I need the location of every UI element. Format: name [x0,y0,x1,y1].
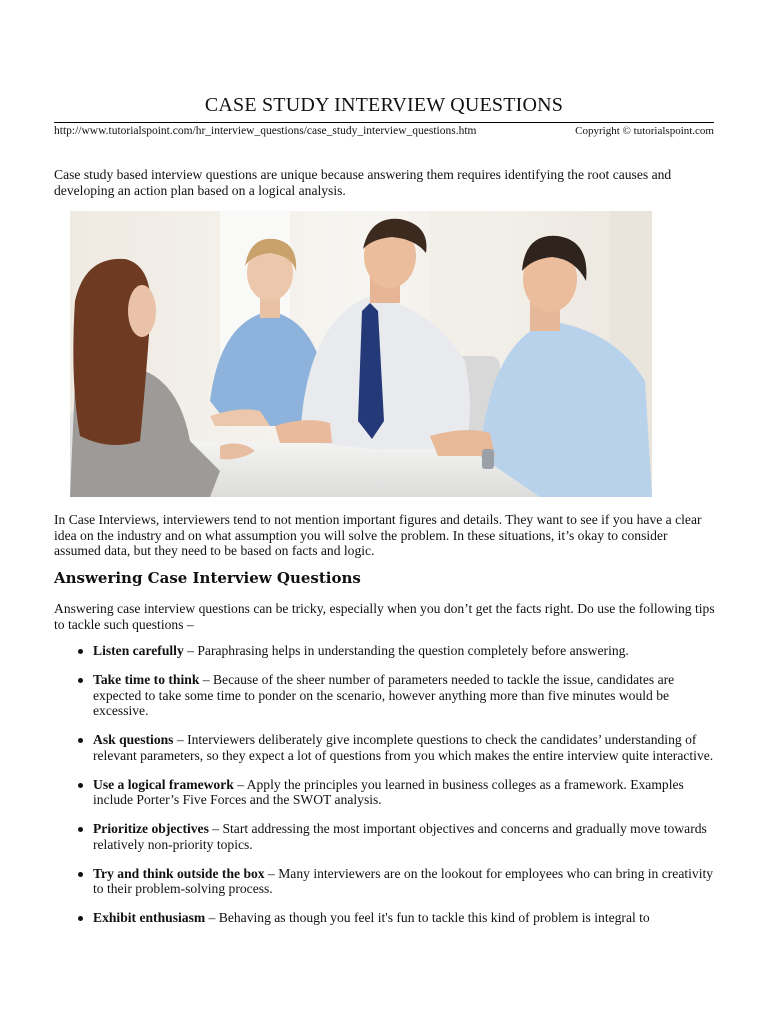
bullet-icon [78,827,83,832]
list-item [78,732,718,763]
bullet-icon [78,916,83,921]
section-heading: Answering Case Interview Questions [54,569,361,587]
bullet-icon [78,738,83,743]
list-item [78,821,718,852]
tip-text: – Many interviewers are on the lookout for employees who can bring in creativity to their problem-solving process. [93,865,714,897]
bullet-icon [78,872,83,877]
tip-text: – Because of the sheer number of parameters needed to tackle the issue, candidates are expected to take some time to ponder on the scenario, however anything more than five minutes would be excessive. [93,671,675,719]
interview-photo [70,211,652,497]
section-lead-paragraph: Answering case interview questions can be tricky, especially when you don’t get the facts right. Do use the following tips to tackle such questions – [54,601,715,632]
tip-text: – Apply the principles you learned in business colleges as a framework. Examples include Porter’s Five Forces and the SWOT analysis. [93,776,684,808]
tip-text: – Paraphrasing helps in understanding the question completely before answering. [183,643,629,658]
tip-term: Ask questions [93,732,174,748]
tip-text: – Behaving as though you feel it's fun to tackle this kind of problem is integral to [205,910,650,926]
tip-term: Use a logical framework [93,776,234,792]
list-item [78,910,718,926]
tip-term: Exhibit enthusiasm [93,910,206,926]
tip-term: Try and think outside the box [93,865,265,881]
bullet-icon [78,649,83,654]
context-paragraph: In Case Interviews, interviewers tend to not mention important figures and details. They want to see if you have a clear idea on the industry and on what assumption you will solve the problem. In these situations, it’s okay to consider assumed data, but they need to be based on facts and logic. [54,512,702,559]
header-divider [54,122,714,123]
intro-paragraph: Case study based interview questions are unique because answering them requires identifying the root causes and developing an action plan based on a logical analysis. [54,167,672,198]
tip-term: Listen carefully [93,643,184,658]
list-item [78,777,718,808]
list-item [78,643,718,659]
page-title: CASE STUDY INTERVIEW QUESTIONS [204,94,564,116]
tip-text: – Interviewers deliberately give incomplete questions to check the candidates’ understanding of relevant parameters, so they expect a lot of questions from you which makes the entire interview quite interactive. [93,732,714,763]
list-item [78,672,718,719]
tip-term: Take time to think [93,671,200,687]
tips-list [78,643,718,939]
source-url: http://www.tutorialspoint.com/hr_interview_questions/case_study_interview_questions.htm [54,125,477,137]
bullet-icon [78,783,83,788]
tip-text: – Start addressing the most important objectives and concerns and gradually move towards relatively non-priority topics. [93,821,707,852]
bullet-icon [78,678,83,683]
copyright-notice: Copyright © tutorialspoint.com [575,125,714,137]
list-item [78,866,718,897]
tip-term: Prioritize objectives [93,821,209,837]
